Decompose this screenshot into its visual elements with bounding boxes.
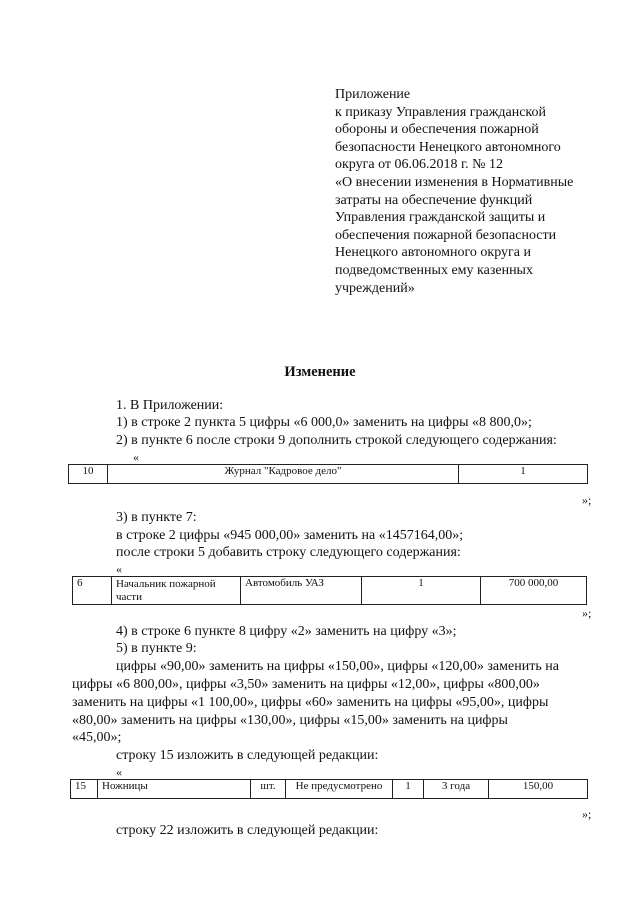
item-1-5-c: строку 22 изложить в следующей редакции: [116, 823, 379, 838]
document-title: Изменение [284, 364, 356, 380]
paragraph-line: цифры «90,00» заменить на цифры «150,00», цифры «120,00» заменить на [116, 659, 559, 674]
cell-price: 150,00 [489, 780, 588, 799]
open-quote: « [133, 450, 139, 464]
cell-num: 15 [71, 780, 98, 799]
appendix-line: безопасности Ненецкого автономного [335, 139, 561, 155]
cell-norm: Не предусмотрено [286, 780, 393, 799]
appendix-line: Управления гражданской защиты и [335, 210, 546, 226]
paragraph-line: «45,00»; [72, 730, 122, 745]
appendix-line: округа от 06.06.2018 г. № 12 [335, 157, 504, 173]
paragraph-line: «80,00» заменить на цифры «130,00», цифры «15,00» заменить на цифры [72, 713, 508, 728]
item-1-3: 3) в пункте 7: [116, 510, 197, 525]
item-1-3-b: после строки 5 добавить строку следующего содержания: [116, 545, 461, 560]
cell-qty: 1 [362, 577, 481, 605]
cell-name: Журнал "Кадровое дело" [108, 465, 459, 484]
paragraph-line: заменить на цифры «1 100,00», цифры «60» заменить на цифры «95,00», цифры [72, 695, 549, 710]
appendix-line: обеспечения пожарной безопасности [335, 227, 557, 243]
appendix-line: учреждений» [335, 280, 415, 296]
cell-car: Автомобиль УАЗ [241, 577, 362, 605]
item-1-5-b: строку 15 изложить в следующей редакции: [116, 748, 379, 763]
item-1-4: 4) в строке 6 пункте 8 цифру «2» заменить на цифру «3»; [116, 624, 457, 639]
cell-term: 3 года [424, 780, 489, 799]
cell-num: 10 [69, 465, 108, 484]
appendix-line: «О внесении изменения в Нормативные [335, 174, 574, 190]
appendix-block [335, 86, 605, 297]
appendix-line: подведомственных ему казенных [335, 262, 533, 278]
cell-unit: шт. [251, 780, 286, 799]
close-quote: »; [582, 493, 592, 507]
appendix-line: к приказу Управления гражданской [335, 104, 547, 120]
cell-position [112, 577, 241, 605]
open-quote: « [116, 765, 122, 779]
item-1: 1. В Приложении: [116, 398, 224, 413]
appendix-line: Приложение [335, 87, 411, 102]
table-row [73, 577, 587, 605]
cell-qty: 1 [459, 465, 588, 484]
appendix-line: затраты на обеспечение функций [335, 192, 533, 208]
item-1-2: 2) в пункте 6 после строки 9 дополнить строкой следующего содержания: [116, 433, 557, 448]
appendix-line: Ненецкого автономного округа и [335, 245, 531, 261]
item-1-1: 1) в строке 2 пункта 5 цифры «6 000,0» заменить на цифры «8 800,0»; [116, 415, 532, 430]
table-1 [68, 464, 588, 484]
table-2 [72, 576, 587, 605]
cell-num: 6 [73, 577, 112, 605]
close-quote: »; [582, 807, 592, 821]
cell-position-line2: части [116, 591, 142, 603]
cell-price: 700 000,00 [481, 577, 587, 605]
close-quote: »; [582, 606, 592, 620]
cell-name: Ножницы [98, 780, 251, 799]
table-row [69, 465, 588, 484]
table-row [71, 780, 588, 799]
cell-qty: 1 [393, 780, 424, 799]
table-3 [70, 779, 588, 799]
paragraph-line: цифры «6 800,00», цифры «3,50» заменить на цифры «12,00», цифры «800,00» [72, 677, 540, 692]
cell-position-line1: Начальник пожарной [116, 578, 216, 590]
open-quote: « [116, 562, 122, 576]
appendix-line: обороны и обеспечения пожарной [335, 122, 539, 138]
item-1-5: 5) в пункте 9: [116, 641, 197, 656]
item-1-3-a: в строке 2 цифры «945 000,00» заменить на «1457164,00»; [116, 528, 464, 543]
